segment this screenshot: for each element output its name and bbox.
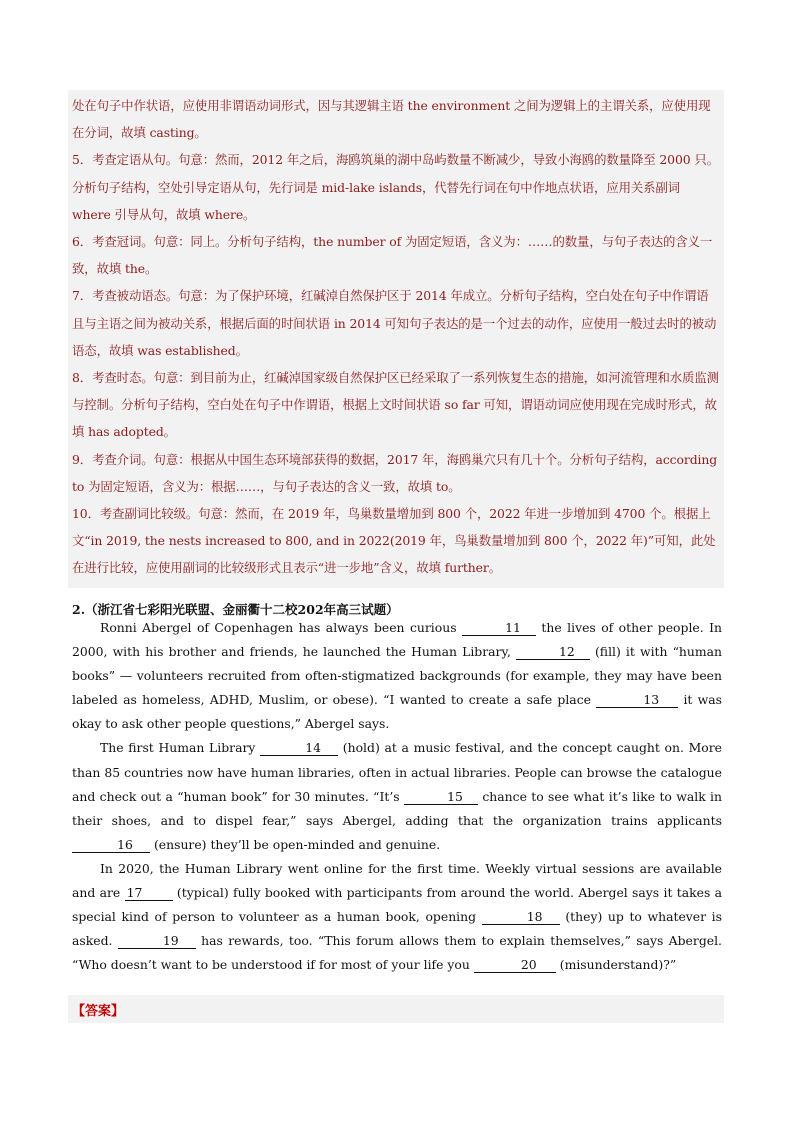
passage-text: the lives of other people. In 2000, with his brother and friends, he launched the Human Library, (72, 620, 722, 660)
passage-paragraph-3 (72, 857, 722, 977)
passage-text: (ensure) they’ll be open-minded and genuine. (150, 836, 441, 852)
blank-16: 16 (72, 838, 150, 853)
explanation-8: 8．考查时态。句意：到目前为止，红碱淖国家级自然保护区已经采取了一系列恢复生态的措施，如河流管理和水质监测与控制。分析句子结构，空白处在句子中作谓语，根据上文时间状语 so far 可知，谓语动词应使用现在完成时形式，故填 has adopted。 (72, 370, 719, 440)
blank-12: 12 (516, 645, 590, 660)
blank-11: 11 (462, 621, 536, 636)
passage-text: In 2020, the Human Library went online for the first time. Weekly virtual sessions are available and are (72, 860, 722, 901)
question-header: 2.（浙江省七彩阳光联盟、金丽衢十二校202年高三试题） (72, 602, 399, 617)
passage-paragraph-2 (72, 736, 722, 856)
explanation-continued: 处在句子中作状语，应使用非谓语动词形式，因与其逻辑主语 the environment 之间为逻辑上的主谓关系，应使用现在分词，故填 casting。 (72, 98, 711, 141)
passage-paragraph-1 (72, 616, 722, 736)
passage-text: it was okay to ask other people questions,” Abergel says. (72, 692, 723, 732)
blank-18: 18 (482, 910, 560, 925)
blank-13: 13 (596, 693, 678, 708)
blank-15: 15 (404, 790, 478, 805)
explanation-6: 6．考查冠词。句意：同上。分析句子结构，the number of 为固定短语，含义为：……的数量，与句子表达的含义一致，故填 the。 (72, 234, 713, 277)
passage-text: (hold) at a music festival, and the concept caught on. More than 85 countries now have human libraries, often in actual libraries. People can browse the catalogue and check out a “human book” for 30 minutes. “It’s (72, 740, 722, 804)
explanation-9: 9．考查介词。句意：根据从中国生态环境部获得的数据，2017 年，海鸥巢穴只有几十个。分析句子结构，according to 为固定短语，含义为：根据……，与句子表达的含义一致，故填 to。 (72, 451, 718, 494)
explanation-10: 10．考查副词比较级。句意：然而，在 2019 年，鸟巢数量增加到 800 个，2022 年进一步增加到 4700 个。根据上文“in 2019, the nests increased to 800, and in 2022(2019 年，鸟巢数量增加到 800 个，2022 年)”可知，此处在进行比较，应使用副词的比较级形式且表示“进一步地”含义，故填 further。 (72, 506, 716, 576)
passage-text: Ronni Abergel of Copenhagen has always been curious (100, 620, 462, 635)
passage-text: (they) up to whatever is asked. (72, 909, 723, 949)
answer-section-bar (68, 995, 724, 1023)
passage-text: (misunderstand)?” (555, 957, 677, 973)
blank-20: 20 (474, 958, 556, 973)
explanation-5: 5．考查定语从句。句意：然而，2012 年之后，海鸥筑巢的湖中岛屿数量不断减少，导致小海鸥的数量降至 2000 只。分析句子结构，空处引导定语从句，先行词是 mid-lake islands，代替先行词在句中作地点状语，应用关系副词 where 引导从句，故填 where。 (72, 152, 719, 222)
answer-label: 【答案】 (72, 1004, 125, 1019)
passage-text: (typical) fully booked with participants from around the world. Abergel says it takes a special kind of person to volunteer as a human book, opening (72, 885, 722, 925)
blank-17: 17 (125, 886, 173, 901)
cloze-passage (72, 616, 722, 977)
passage-text: chance to see what it’s like to walk in their shoes, and to dispel fear,” says Abergel, adding that the organization trains applicants (72, 788, 722, 828)
blank-19: 19 (118, 934, 196, 949)
blank-14: 14 (260, 741, 338, 756)
passage-text: has rewards, too. “This forum allows them to explain themselves,” says Abergel. “Who doesn’t want to be understood if for most of your life you (72, 933, 722, 973)
passage-text: The first Human Library (100, 740, 261, 756)
passage-text: (fill) it with “human books” — volunteers recruited from often-stigmatized backgrounds (for example, they may have been labeled as homeless, ADHD, Muslim, or obese). “I wanted to create a safe place (72, 644, 723, 708)
explanation-7: 7．考查被动语态。句意：为了保护环境，红碱淖自然保护区于 2014 年成立。分析句子结构，空白处在句子中作谓语且与主语之间为被动关系，根据后面的时间状语 in 2014 可知句子表达的是一个过去的动作，应使用一般过去时的被动语态，故填 was established。 (72, 288, 717, 358)
answer-explanation-box (68, 90, 724, 588)
